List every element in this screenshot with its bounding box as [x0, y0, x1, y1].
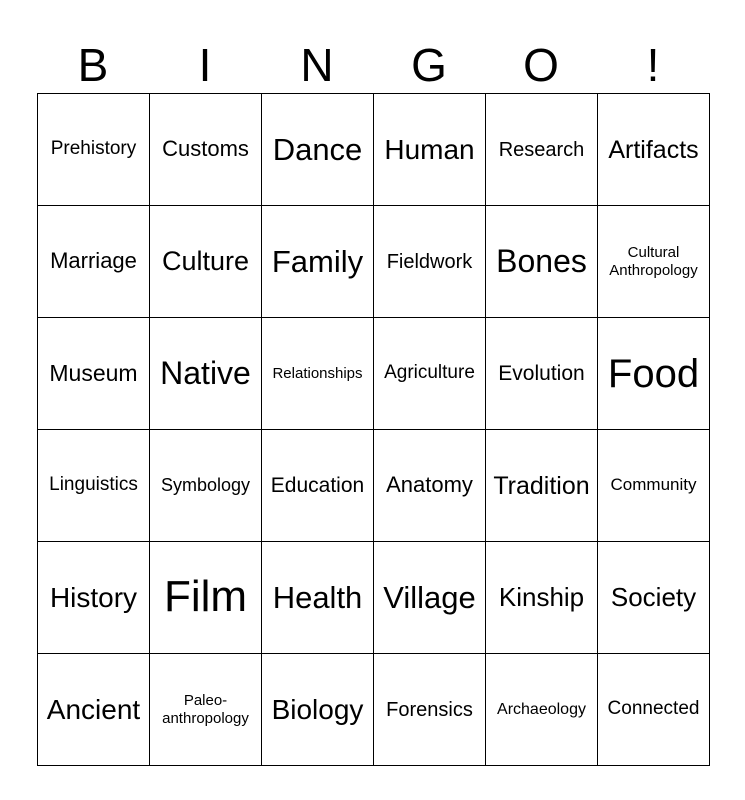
bingo-cell[interactable]: Family: [262, 206, 374, 318]
bingo-cell[interactable]: Customs: [150, 94, 262, 206]
bingo-cell[interactable]: Museum: [38, 318, 150, 430]
bingo-cell[interactable]: Village: [374, 542, 486, 654]
bingo-cell[interactable]: Tradition: [486, 430, 598, 542]
bingo-cell[interactable]: Cultural Anthropology: [598, 206, 710, 318]
bingo-cell[interactable]: Education: [262, 430, 374, 542]
bingo-cell[interactable]: Fieldwork: [374, 206, 486, 318]
bingo-cell[interactable]: Research: [486, 94, 598, 206]
bingo-cell[interactable]: Society: [598, 542, 710, 654]
bingo-cell[interactable]: Linguistics: [38, 430, 150, 542]
header-letter-i: I: [198, 39, 212, 91]
bingo-cell[interactable]: Health: [262, 542, 374, 654]
bingo-cell[interactable]: Connected: [598, 654, 710, 766]
bingo-cell[interactable]: Biology: [262, 654, 374, 766]
bingo-cell[interactable]: Forensics: [374, 654, 486, 766]
bingo-cell[interactable]: Food: [598, 318, 710, 430]
bingo-cell[interactable]: Bones: [486, 206, 598, 318]
bingo-cell[interactable]: Ancient: [38, 654, 150, 766]
bingo-cell[interactable]: Archaeology: [486, 654, 598, 766]
bingo-header: [37, 38, 709, 92]
header-letter-b: B: [77, 39, 109, 91]
bingo-cell[interactable]: Evolution: [486, 318, 598, 430]
bingo-cell[interactable]: Symbology: [150, 430, 262, 542]
bingo-cell[interactable]: Culture: [150, 206, 262, 318]
bingo-cell[interactable]: Anatomy: [374, 430, 486, 542]
bingo-cell[interactable]: Agriculture: [374, 318, 486, 430]
bingo-cell[interactable]: Human: [374, 94, 486, 206]
bingo-cell[interactable]: Prehistory: [38, 94, 150, 206]
bingo-cell[interactable]: Film: [150, 542, 262, 654]
bingo-cell[interactable]: History: [38, 542, 150, 654]
bingo-grid: [37, 93, 710, 766]
header-letter-n: N: [300, 39, 334, 91]
bingo-cell[interactable]: Dance: [262, 94, 374, 206]
bingo-cell[interactable]: Marriage: [38, 206, 150, 318]
bingo-cell[interactable]: Relationships: [262, 318, 374, 430]
bingo-cell[interactable]: Native: [150, 318, 262, 430]
bingo-cell[interactable]: Paleo-anthropology: [150, 654, 262, 766]
bingo-cell[interactable]: Kinship: [486, 542, 598, 654]
header-letter-exclamation: !: [646, 39, 660, 91]
header-letter-g: G: [411, 39, 447, 91]
header-letter-o: O: [523, 39, 559, 91]
bingo-cell[interactable]: Community: [598, 430, 710, 542]
bingo-cell[interactable]: Artifacts: [598, 94, 710, 206]
